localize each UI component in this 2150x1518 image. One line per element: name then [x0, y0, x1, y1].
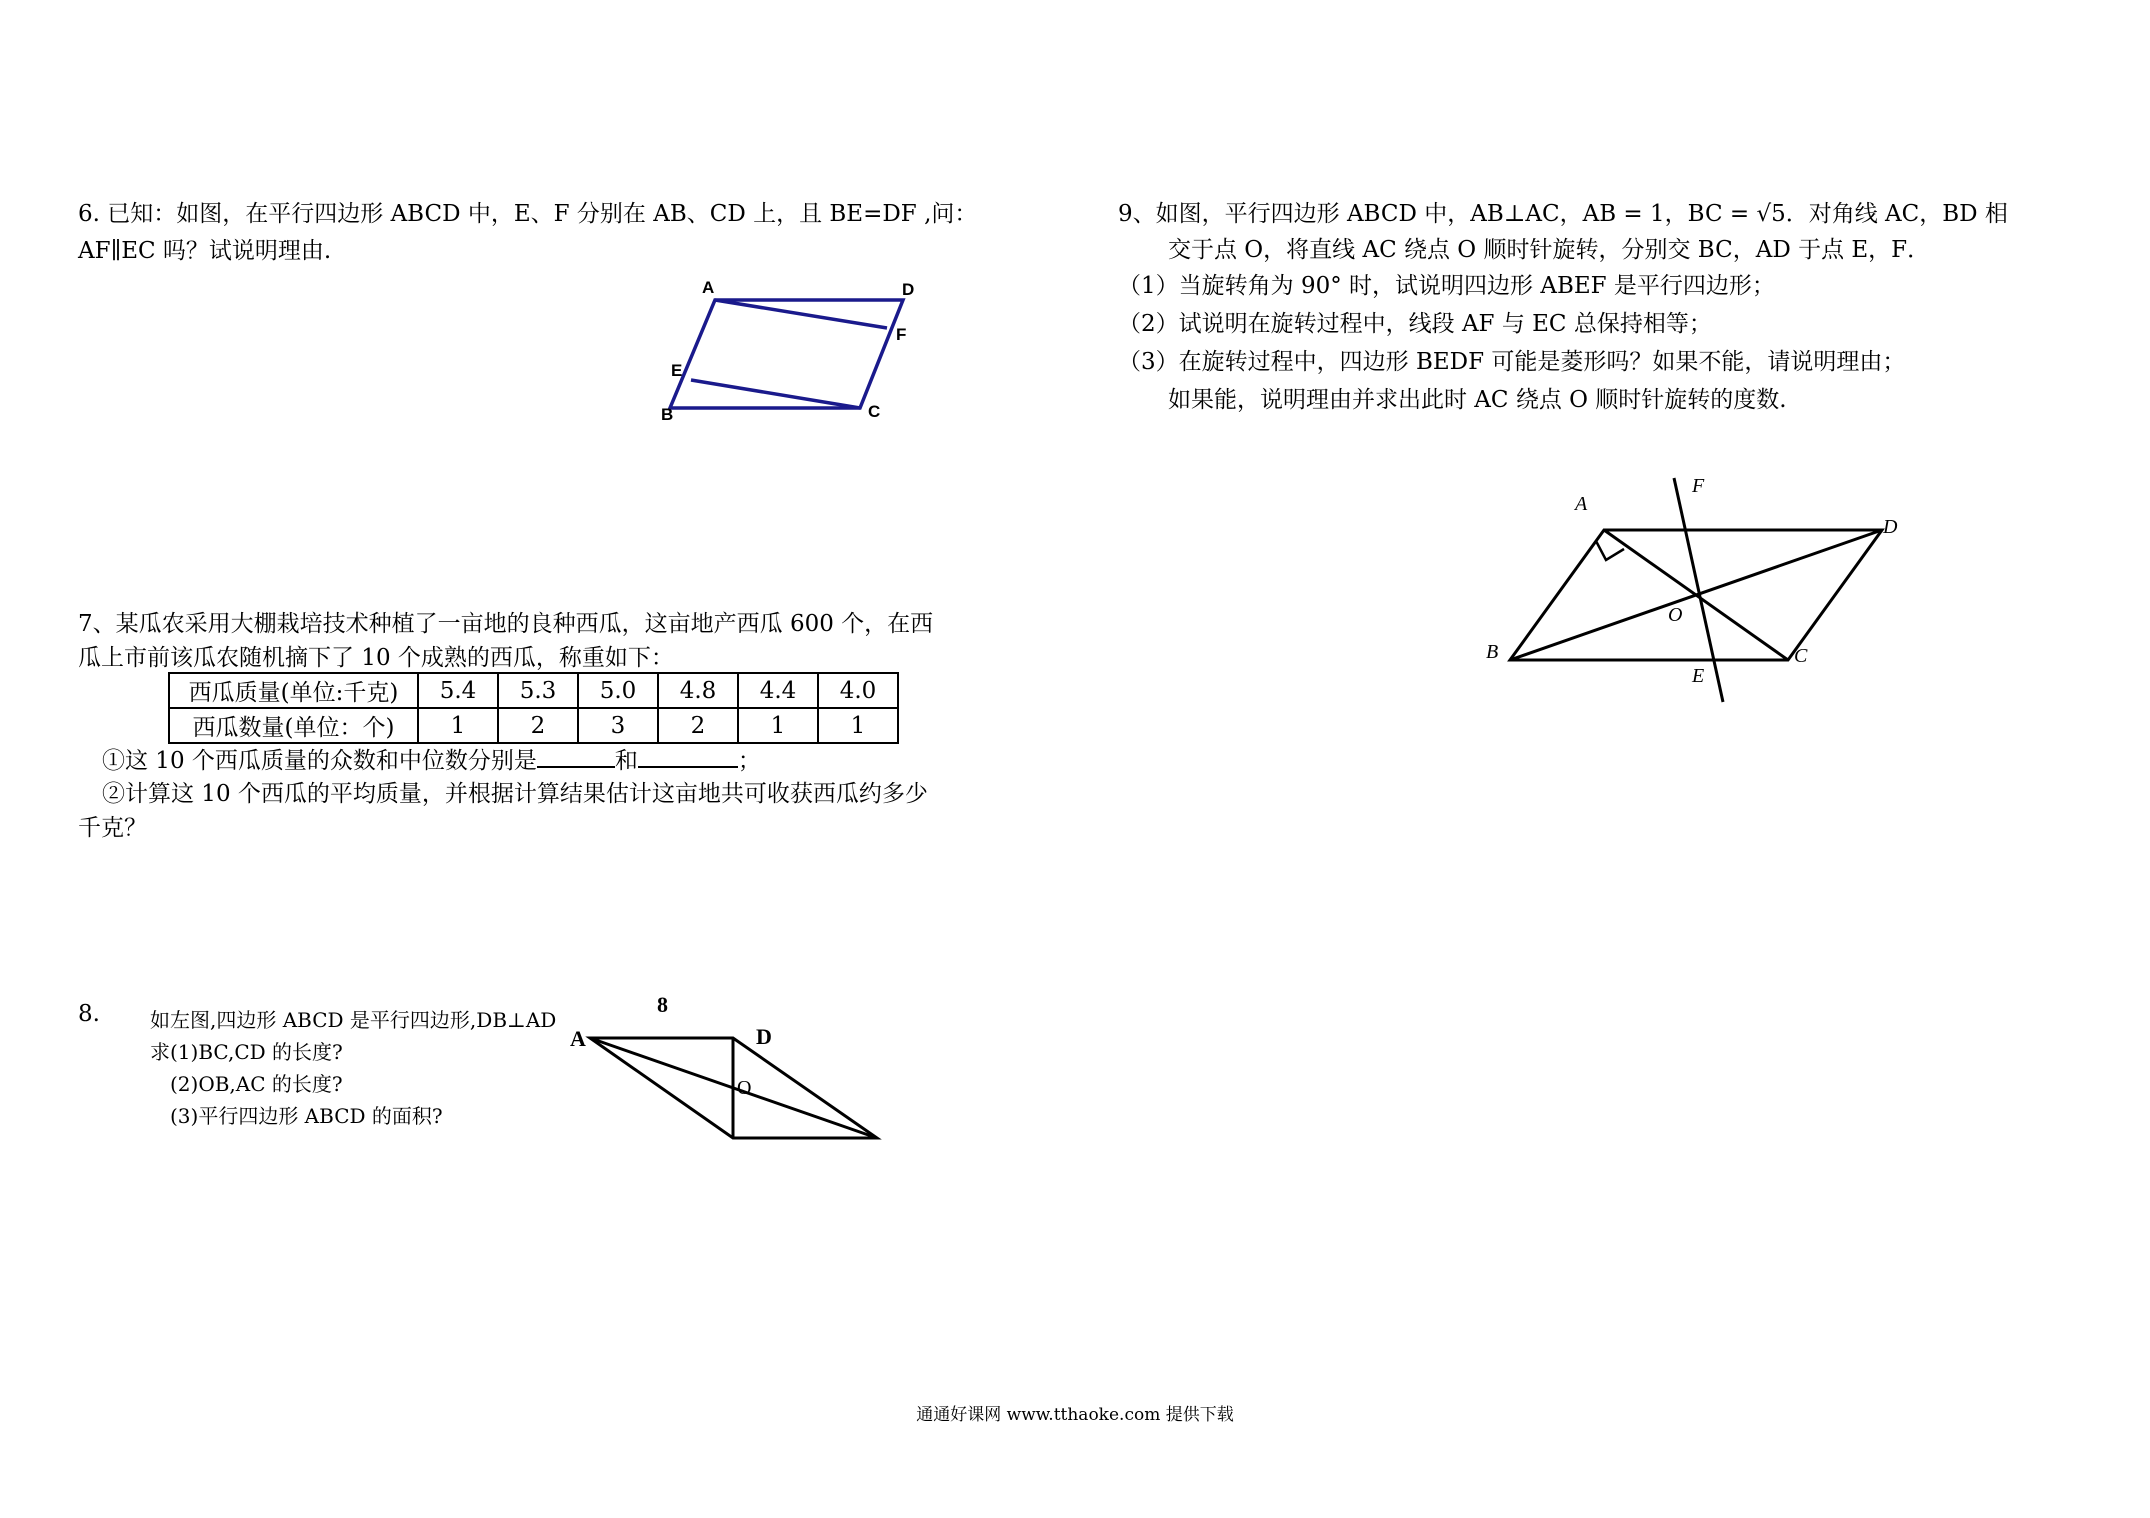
q6-label-d: D	[902, 280, 915, 299]
q8-figure	[565, 990, 895, 1150]
q6-segment-ec	[691, 380, 860, 408]
q8-line-3: (2)OB,AC 的长度?	[170, 1072, 343, 1096]
q9-line-6: 如果能，说明理由并求出此时 AC 绕点 O 顺时针旋转的度数.	[1168, 387, 1787, 413]
q7-table-cell: 2	[658, 708, 738, 743]
q9-line-3: （1）当旋转角为 90° 时，试说明四边形 ABEF 是平行四边形；	[1118, 273, 1775, 299]
q8-line-1: 如左图,四边形 ABCD 是平行四边形,DB⊥AD	[150, 1008, 557, 1032]
q6-segment-af	[715, 300, 887, 328]
q6-line-1: 6. 已知：如图，在平行四边形 ABCD 中，E、F 分别在 AB、CD 上，且 BE=DF ,问：	[78, 201, 978, 227]
q7-table-row-count	[169, 708, 898, 743]
q7-table-cell: 4.0	[818, 673, 898, 708]
q7-subquestion-1	[102, 742, 761, 779]
q9-label-a: A	[1575, 493, 1588, 515]
q9-line-5: （3）在旋转过程中，四边形 BEDF 可能是菱形吗？如果不能，请说明理由；	[1118, 349, 1906, 375]
q7-table-cell: 5.3	[498, 673, 578, 708]
q7-table-cell: 1	[818, 708, 898, 743]
q8-line-4: (3)平行四边形 ABCD 的面积?	[170, 1104, 443, 1128]
q9-label-f: F	[1692, 475, 1705, 497]
q9-right-angle-mark	[1596, 541, 1624, 560]
q7-table-cell: 5.0	[578, 673, 658, 708]
q7-table-header-count: 西瓜数量(单位：个)	[169, 708, 418, 743]
q9-line-4: （2）试说明在旋转过程中，线段 AF 与 EC 总保持相等；	[1118, 311, 1712, 337]
q9-label-c: C	[1794, 645, 1808, 667]
q7-line-2: 瓜上市前该瓜农随机摘下了 10 个成熟的西瓜，称重如下：	[78, 645, 674, 671]
q7-table-cell: 1	[418, 708, 498, 743]
q7-answer-blank-median	[638, 742, 738, 768]
footer-source: 通通好课网 www.tthaoke.com 提供下载	[916, 1405, 1234, 1425]
q8-label-a: A	[570, 1026, 586, 1051]
q7-answer-blank-mode	[537, 742, 615, 768]
q9-figure	[1470, 470, 1898, 720]
q6-line-2: AF∥EC 吗？试说明理由.	[78, 238, 332, 264]
q6-parallelogram	[670, 300, 903, 408]
q9-label-e: E	[1692, 665, 1705, 687]
q6-label-f: F	[896, 325, 907, 344]
q6-label-c: C	[868, 402, 881, 421]
q9-line-2: 交于点 O，将直线 AC 绕点 O 顺时针旋转，分别交 BC，AD 于点 E，F．	[1168, 237, 1931, 263]
q7-watermelon-table	[168, 672, 899, 744]
q7-sub1-text: ①这 10 个西瓜质量的众数和中位数分别是	[102, 748, 537, 774]
q7-table-header-mass: 西瓜质量(单位:千克)	[169, 673, 418, 708]
q7-subquestion-2-line-2: 千克？	[78, 815, 147, 841]
q8-number: 8.	[78, 1001, 100, 1027]
q9-diagonal-bd	[1510, 530, 1882, 660]
q6-label-e: E	[671, 361, 683, 380]
q6-label-b: B	[661, 405, 674, 424]
q9-label-d: D	[1883, 516, 1898, 538]
q7-table-cell: 4.4	[738, 673, 818, 708]
q8-label-d: D	[756, 1024, 772, 1049]
q7-line-1: 7、某瓜农采用大棚栽培技术种植了一亩地的良种西瓜，这亩地产西瓜 600 个，在西	[78, 611, 934, 637]
q7-sub1-and: 和	[614, 748, 638, 774]
q7-table-row-mass	[169, 673, 898, 708]
q9-label-b: B	[1486, 641, 1499, 663]
q9-label-o: O	[1668, 604, 1683, 626]
q7-table-cell: 2	[498, 708, 578, 743]
q7-table-cell: 1	[738, 708, 818, 743]
q8-label-top: 8	[657, 992, 668, 1017]
q9-line-1: 9、如图，平行四边形 ABCD 中，AB⊥AC，AB = 1，BC = √5．对角线 AC，BD 相	[1118, 201, 2008, 227]
q7-table-cell: 5.4	[418, 673, 498, 708]
q7-sub1-end: ；	[737, 748, 761, 774]
q8-line-2: 求(1)BC,CD 的长度?	[150, 1040, 343, 1064]
q6-figure	[655, 272, 915, 432]
q7-table-cell: 3	[578, 708, 658, 743]
q7-table-cell: 4.8	[658, 673, 738, 708]
q8-label-o: O	[737, 1077, 752, 1099]
q7-subquestion-2-line-1: ②计算这 10 个西瓜的平均质量，并根据计算结果估计这亩地共可收获西瓜约多少	[102, 781, 928, 807]
q6-label-a: A	[702, 278, 715, 297]
